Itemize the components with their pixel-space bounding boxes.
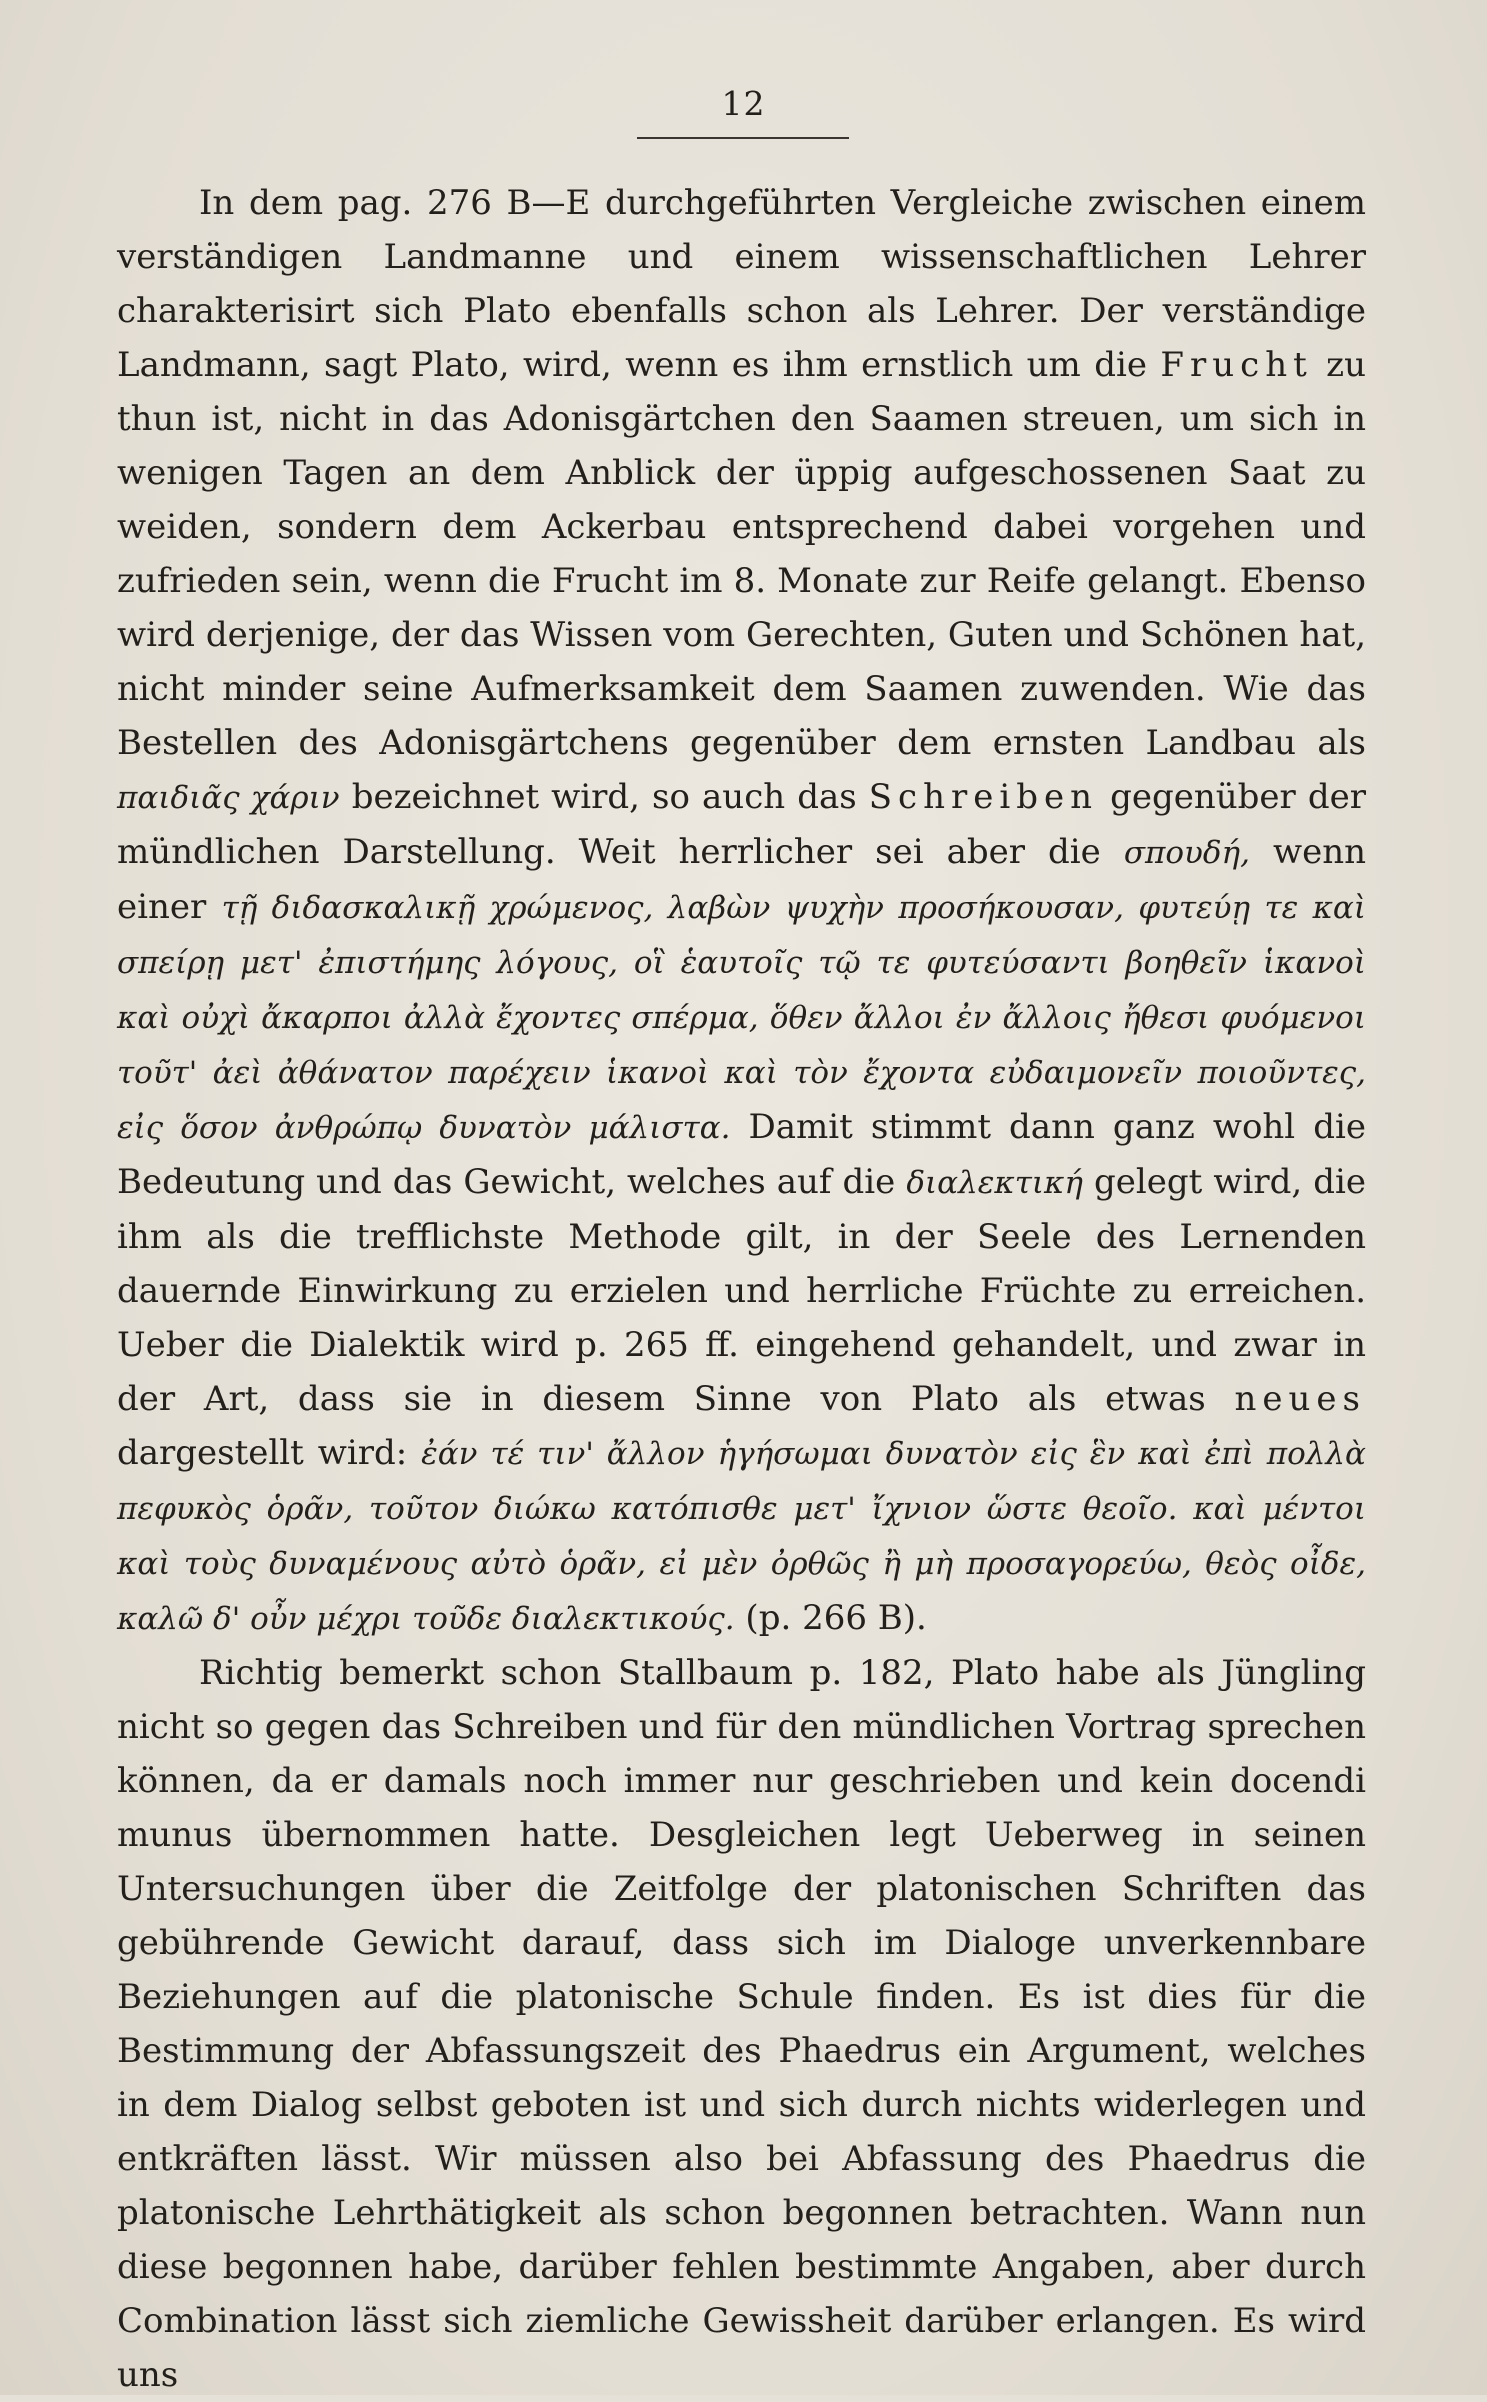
text-segment: gelegt wird, die ihm als die trefflichste Methode gilt, in der Seele des Lernenden dauernde Einwirkung zu erzielen und herrliche Früchte zu erreichen. Ueber die Dialektik wird p. 265 ff. eingehend gehandelt, und zwar in der Art, dass sie in diesem Sinne von Plato als etwas — [117, 1162, 1366, 1419]
text-segment: bezeichnet wird, so auch das — [339, 777, 869, 817]
text-segment: Richtig bemerkt schon Stallbaum p. 182, Plato habe als Jüngling nicht so gegen das Schreiben und für den mündlichen Vortrag sprechen können, da er damals noch immer nur geschrieben und kein docendi munus übernommen hatte. Desgleichen legt Ueberweg in seinen Untersuchungen über die Zeitfolge der platonischen Schriften das gebührende Gewicht darauf, dass sich im Dialoge unverkennbare Beziehungen auf die platonische Schule finden. Es ist dies für die Bestimmung der Abfassungszeit des Phaedrus ein Argument, welches in dem Dialog selbst geboten ist und sich durch nichts widerlegen und entkräften lässt. Wir müssen also bei Abfassung des Phaedrus die platonische Lehrthätigkeit als schon begonnen betrachten. Wann nun diese begonnen habe, darüber fehlen bestimmte Angaben, aber durch Combination lässt sich ziemliche Gewissheit darüber erlangen. Es wird uns — [117, 1653, 1366, 2395]
text-segment: gegenüber der mündlichen Darstellung. Weit herrlicher sei aber die — [117, 777, 1367, 872]
page-number-rule — [637, 137, 849, 139]
text-segment: zu thun ist, nicht in das Adonisgärtchen den Saamen streuen, um sich in wenigen Tagen an dem Anblick der üppig aufgeschossenen Saat zu weiden, sondern dem Ackerbau entsprechend dabei vorgehen und zufrieden sein, wenn die Frucht im 8. Monate zur Reife gelangt. Ebenso wird derjenige, der das Wissen vom Gerechten, Guten und Schönen hat, nicht minder seine Aufmerksamkeit dem Saamen zuwenden. Wie das Bestellen des Adonisgärtchens gegenüber dem ernsten Landbau als — [117, 345, 1366, 763]
spaced-word-frucht: Frucht — [1160, 345, 1313, 385]
paragraph-1 — [117, 176, 1366, 1646]
spaced-word-schreiben: Schreiben — [868, 777, 1099, 817]
greek-quote: διαλεκτική — [906, 1165, 1083, 1201]
text-segment: Damit stimmt dann ganz wohl die Bedeutung und das Gewicht, welches auf die — [117, 1107, 1366, 1202]
greek-quote: σπουδή, — [1123, 835, 1250, 871]
text-segment: In dem pag. 276 B—E durchgeführten Vergleiche zwischen einem verständigen Landmanne und einem wissenschaftlichen Lehrer charakterisirt sich Plato ebenfalls schon als Lehrer. Der verständige Landmann, sagt Plato, wird, wenn es ihm ernstlich um die — [117, 183, 1366, 385]
greek-quote: ἐάν τέ τιν' ἄλλον ἡγήσωμαι δυνατὸν εἰς ἓν καὶ ἐπὶ πολλὰ πεφυκὸς ὁρᾶν, τοῦτον διώκω κατόπισθε μετ' ἴχνιον ὥστε θεοῖο. καὶ μέντοι καὶ τοὺς δυναμένους αὐτὸ ὁρᾶν, εἰ μὲν ὀρθῶς ἢ μὴ προσαγορεύω, θεὸς οἶδε, καλῶ δ' οὖν μέχρι τοῦδε διαλεκτικούς. — [117, 1436, 1366, 1637]
body-text — [117, 176, 1366, 2402]
page-number: 12 — [721, 84, 766, 123]
text-segment: dargestellt wird: — [117, 1433, 422, 1473]
paragraph-2 — [117, 1646, 1366, 2402]
greek-quote: παιδιᾶς χάριν — [117, 780, 340, 816]
text-segment: wenn einer — [117, 832, 1366, 927]
text-segment: (p. 266 B). — [734, 1598, 927, 1638]
spaced-word-neues: neues — [1234, 1379, 1366, 1419]
greek-quote: τῇ διδασκαλικῇ χρώμενος, λαβὼν ψυχὴν προσήκουσαν, φυτεύῃ τε καὶ σπείρῃ μετ' ἐπιστήμης λόγους, οἳ ἑαυτοῖς τῷ τε φυτεύσαντι βοηθεῖν ἱκανοὶ καὶ οὐχὶ ἄκαρποι ἀλλὰ ἔχοντες σπέρμα, ὅθεν ἄλλοι ἐν ἄλλοις ἤθεσι φυόμενοι τοῦτ' ἀεὶ ἀθάνατον παρέχειν ἱκανοὶ καὶ τὸν ἔχοντα εὐδαιμονεῖν ποιοῦντες, εἰς ὅσον ἀνθρώπῳ δυνατὸν μάλιστα. — [117, 890, 1366, 1146]
